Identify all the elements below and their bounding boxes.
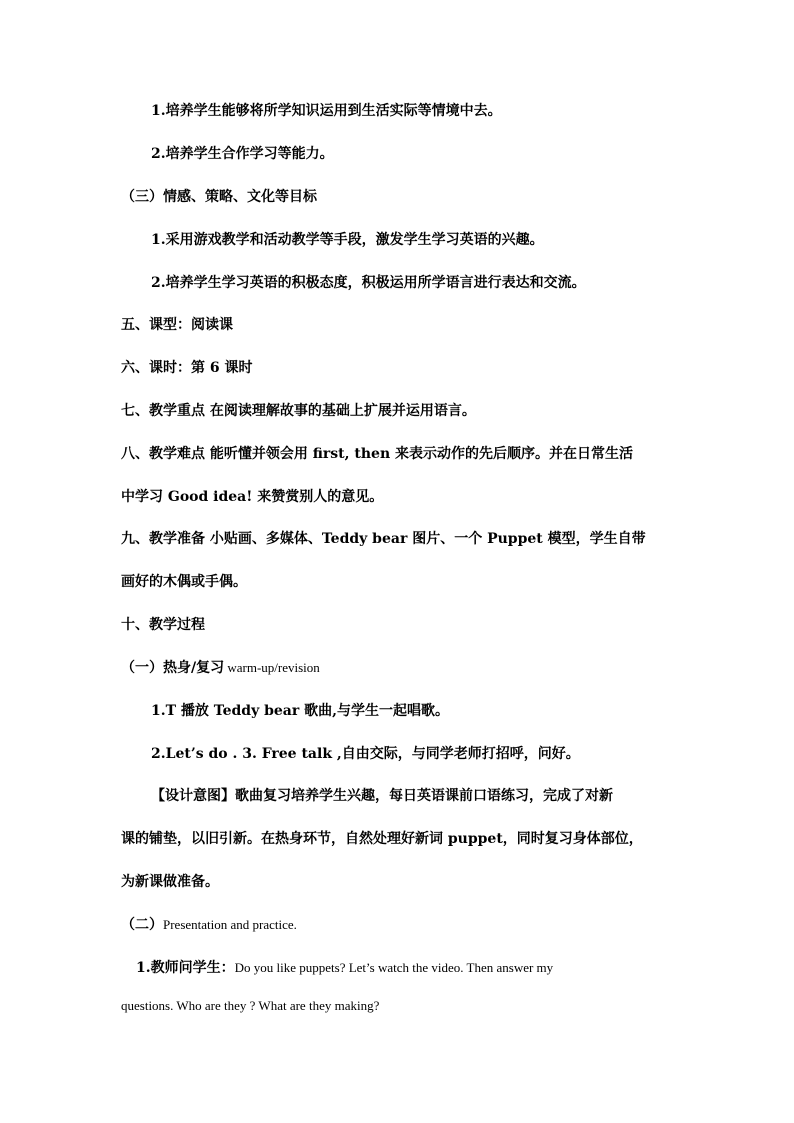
line-1-text: 1.培养学生能够将所学知识运用到生活实际等情境中去。 [151,103,502,119]
line-9-text: 八、教学难点 能听懂并领会用 first, then 来表示动作的先后顺序。并在日常生活 [121,446,634,462]
line-19-text: 为新课做准备。 [121,874,219,890]
design-intent-line-3 [121,872,681,892]
text-line-1 [151,101,711,121]
section-heading-emotion-goals [121,187,681,207]
line-8-text: 七、教学重点 在阅读理解故事的基础上扩展并运用语言。 [121,403,476,419]
section-heading-difficulties [121,444,681,464]
line-7-text: 六、课时：第 6 课时 [121,360,253,376]
line-16-text: 2.Let’s do . 3. Free talk ,自由交际，与同学老师打招呼，问好。 [151,746,580,762]
text-line-10 [121,487,681,507]
section-heading-lesson-period [121,358,681,378]
text-line-4 [151,230,711,250]
text-line-22 [121,996,681,1016]
line-5-text: 2.培养学生学习英语的积极态度，积极运用所学语言进行表达和交流。 [151,275,586,291]
line-21-text: 1.教师问学生： [136,960,235,976]
line-11-text: 九、教学准备 小贴画、多媒体、Teddy bear 图片、一个 Puppet 模型，学生自带 [121,531,646,547]
line-20-text: （二） [121,917,163,933]
line-4-text: 1.采用游戏教学和活动教学等手段，激发学生学习英语的兴趣。 [151,232,544,248]
subsection-heading-warmup [121,658,681,678]
design-intent-line-2 [121,829,681,849]
text-line-5 [151,273,711,293]
line-6-text: 五、课型：阅读课 [121,317,233,333]
line-2-text: 2.培养学生合作学习等能力。 [151,146,334,162]
line-17-text: 【设计意图】歌曲复习培养学生兴趣，每日英语课前口语练习，完成了对新 [151,788,613,804]
design-intent-line-1 [151,786,711,806]
line-10-text: 中学习 Good idea! 来赞赏别人的意见。 [121,489,384,505]
section-heading-lesson-type [121,315,681,335]
line-21-english: Do you like puppets? Let’s watch the video. Then answer my [234,960,554,975]
line-14-text: （一）热身/复习 [121,660,225,676]
text-line-12 [121,572,681,592]
section-heading-teaching-process [121,615,681,635]
line-18-text: 课的铺垫，以旧引新。在热身环节，自然处理好新词 puppet，同时复习身体部位， [121,831,643,847]
line-13-text: 十、教学过程 [121,617,205,633]
section-heading-preparation [121,529,681,549]
line-12-text: 画好的木偶或手偶。 [121,574,247,590]
section-heading-key-points [121,401,681,421]
text-line-15 [151,701,711,721]
line-14-english: warm-up/revision [224,660,320,675]
text-line-2 [151,144,711,164]
line-15-text: 1.T 播放 Teddy bear 歌曲,与学生一起唱歌。 [151,703,449,719]
text-line-21 [136,958,696,978]
line-22-english: questions. Who are they ? What are they making? [121,998,380,1013]
text-line-16 [151,744,711,764]
subsection-heading-presentation [121,915,681,935]
line-3-text: （三）情感、策略、文化等目标 [121,189,317,205]
line-20-english: Presentation and practice. [163,917,297,932]
